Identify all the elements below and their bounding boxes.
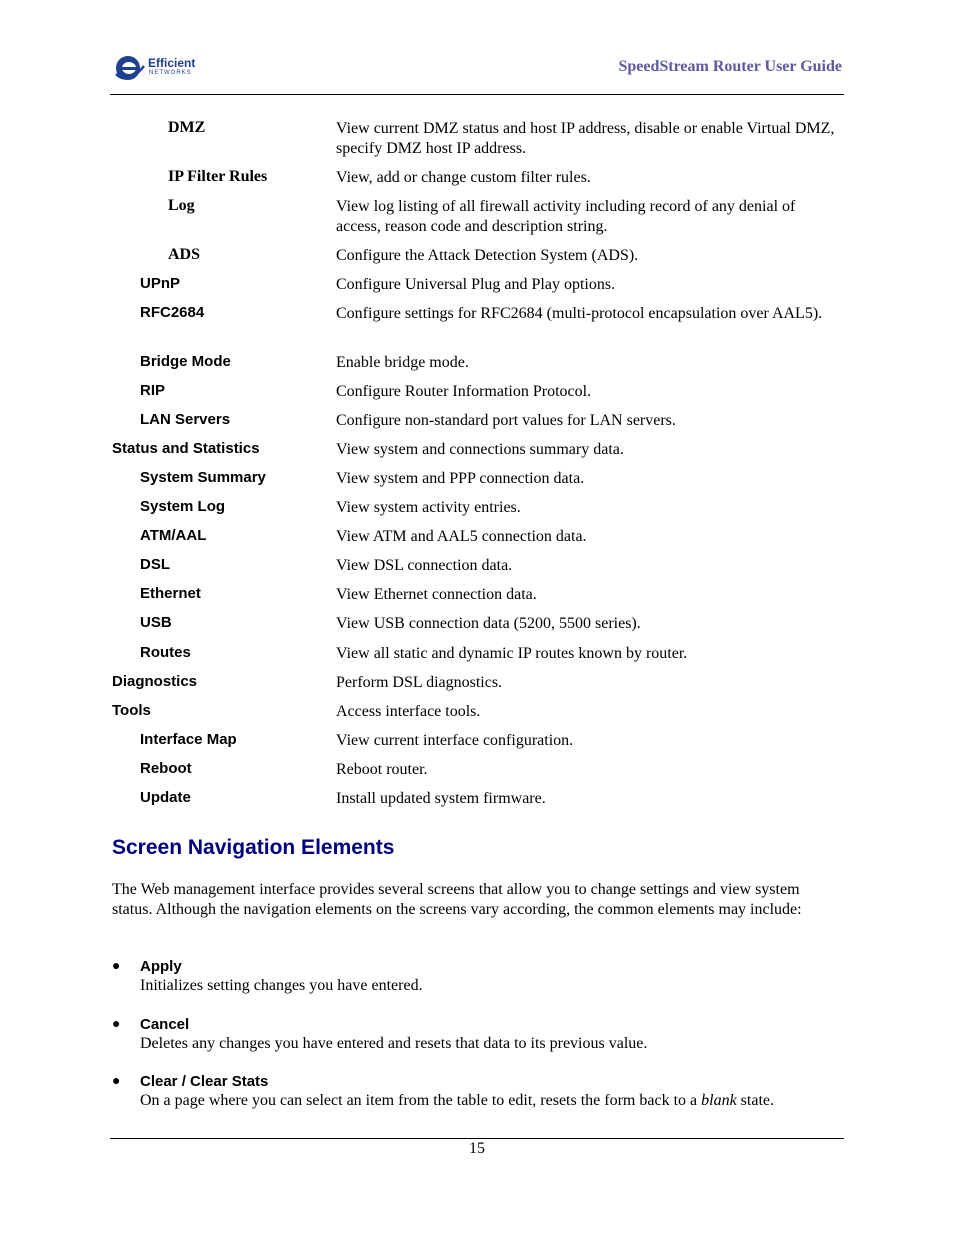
menu-term: RIP [140,382,166,399]
page-number: 15 [469,1140,485,1157]
bullet-description [140,1092,774,1110]
menu-term: Log [168,197,195,214]
menu-term: ATM/AAL [140,527,207,544]
menu-term: Reboot [140,760,192,777]
menu-term: IP Filter Rules [168,168,268,185]
bullet-icon: ● [112,1074,121,1089]
bullet-icon: ● [112,959,121,974]
menu-description: Configure non-standard port values for LAN servers. [336,412,676,429]
menu-description: View current DMZ status and host IP address, disable or enable Virtual DMZ, specify DMZ host IP address. [336,120,835,157]
bullet-description: Initializes setting changes you have entered. [140,977,423,994]
menu-description: Enable bridge mode. [336,354,469,371]
menu-term: DMZ [168,119,206,136]
menu-term: Bridge Mode [140,353,231,370]
menu-term: Tools [112,702,151,719]
menu-description: View system and connections summary data. [336,441,624,458]
description-text: On a page where you can select an item from the table to edit, resets the form back to a [140,1092,702,1109]
menu-term: Update [140,789,191,806]
bullet-term: Cancel [140,1016,190,1033]
menu-description: Configure Router Information Protocol. [336,383,592,400]
header-divider [110,94,844,95]
menu-term: LAN Servers [140,411,231,428]
description-text: state. [736,1092,774,1109]
section-intro-paragraph: The Web management interface provides several screens that allow you to change settings and view system status. Although the navigation elements on the screens vary according, the common elements may include: [112,881,802,918]
bullet-term: Apply [140,958,182,975]
menu-description: View log listing of all firewall activity including record of any denial of access, reason code and description string. [336,198,796,235]
menu-term: Ethernet [140,585,201,602]
menu-description: Configure settings for RFC2684 (multi-protocol encapsulation over AAL5). [336,305,823,322]
menu-term: UPnP [140,275,181,292]
menu-term: System Summary [140,469,266,486]
menu-term: Diagnostics [112,673,198,690]
menu-description: View all static and dynamic IP routes known by router. [336,645,688,662]
menu-term: System Log [140,498,226,515]
menu-term: Routes [140,644,191,661]
document-title: SpeedStream Router User Guide [618,58,842,75]
bullet-icon: ● [112,1017,121,1032]
footer-divider [110,1138,844,1139]
bullet-term: Clear / Clear Stats [140,1073,269,1090]
menu-term: ADS [168,246,201,263]
menu-term: Status and Statistics [112,440,260,457]
page-header [110,48,844,94]
menu-term: RFC2684 [140,304,205,321]
menu-description: Access interface tools. [336,703,481,720]
menu-description: View current interface configuration. [336,732,574,749]
section-heading: Screen Navigation Elements [112,836,395,859]
menu-description: View USB connection data (5200, 5500 series). [336,615,641,632]
menu-description: Configure Universal Plug and Play options. [336,276,616,293]
menu-description: View DSL connection data. [336,557,513,574]
menu-term: DSL [140,556,170,573]
menu-description: View system activity entries. [336,499,521,516]
menu-description: Install updated system firmware. [336,790,546,807]
menu-description: View system and PPP connection data. [336,470,585,487]
menu-description: View ATM and AAL5 connection data. [336,528,587,545]
menu-term: Interface Map [140,731,237,748]
menu-description: Configure the Attack Detection System (ADS). [336,247,639,264]
emphasized-word: blank [701,1092,737,1109]
bullet-description: Deletes any changes you have entered and resets that data to its previous value. [140,1035,648,1052]
logo-wordmark: Efficient [148,56,196,70]
logo-subtext: NETWORKS [149,70,192,76]
menu-term: USB [140,614,172,631]
menu-description: Reboot router. [336,761,428,778]
menu-description: Perform DSL diagnostics. [336,674,503,691]
menu-description: View Ethernet connection data. [336,586,537,603]
menu-description: View, add or change custom filter rules. [336,169,591,186]
